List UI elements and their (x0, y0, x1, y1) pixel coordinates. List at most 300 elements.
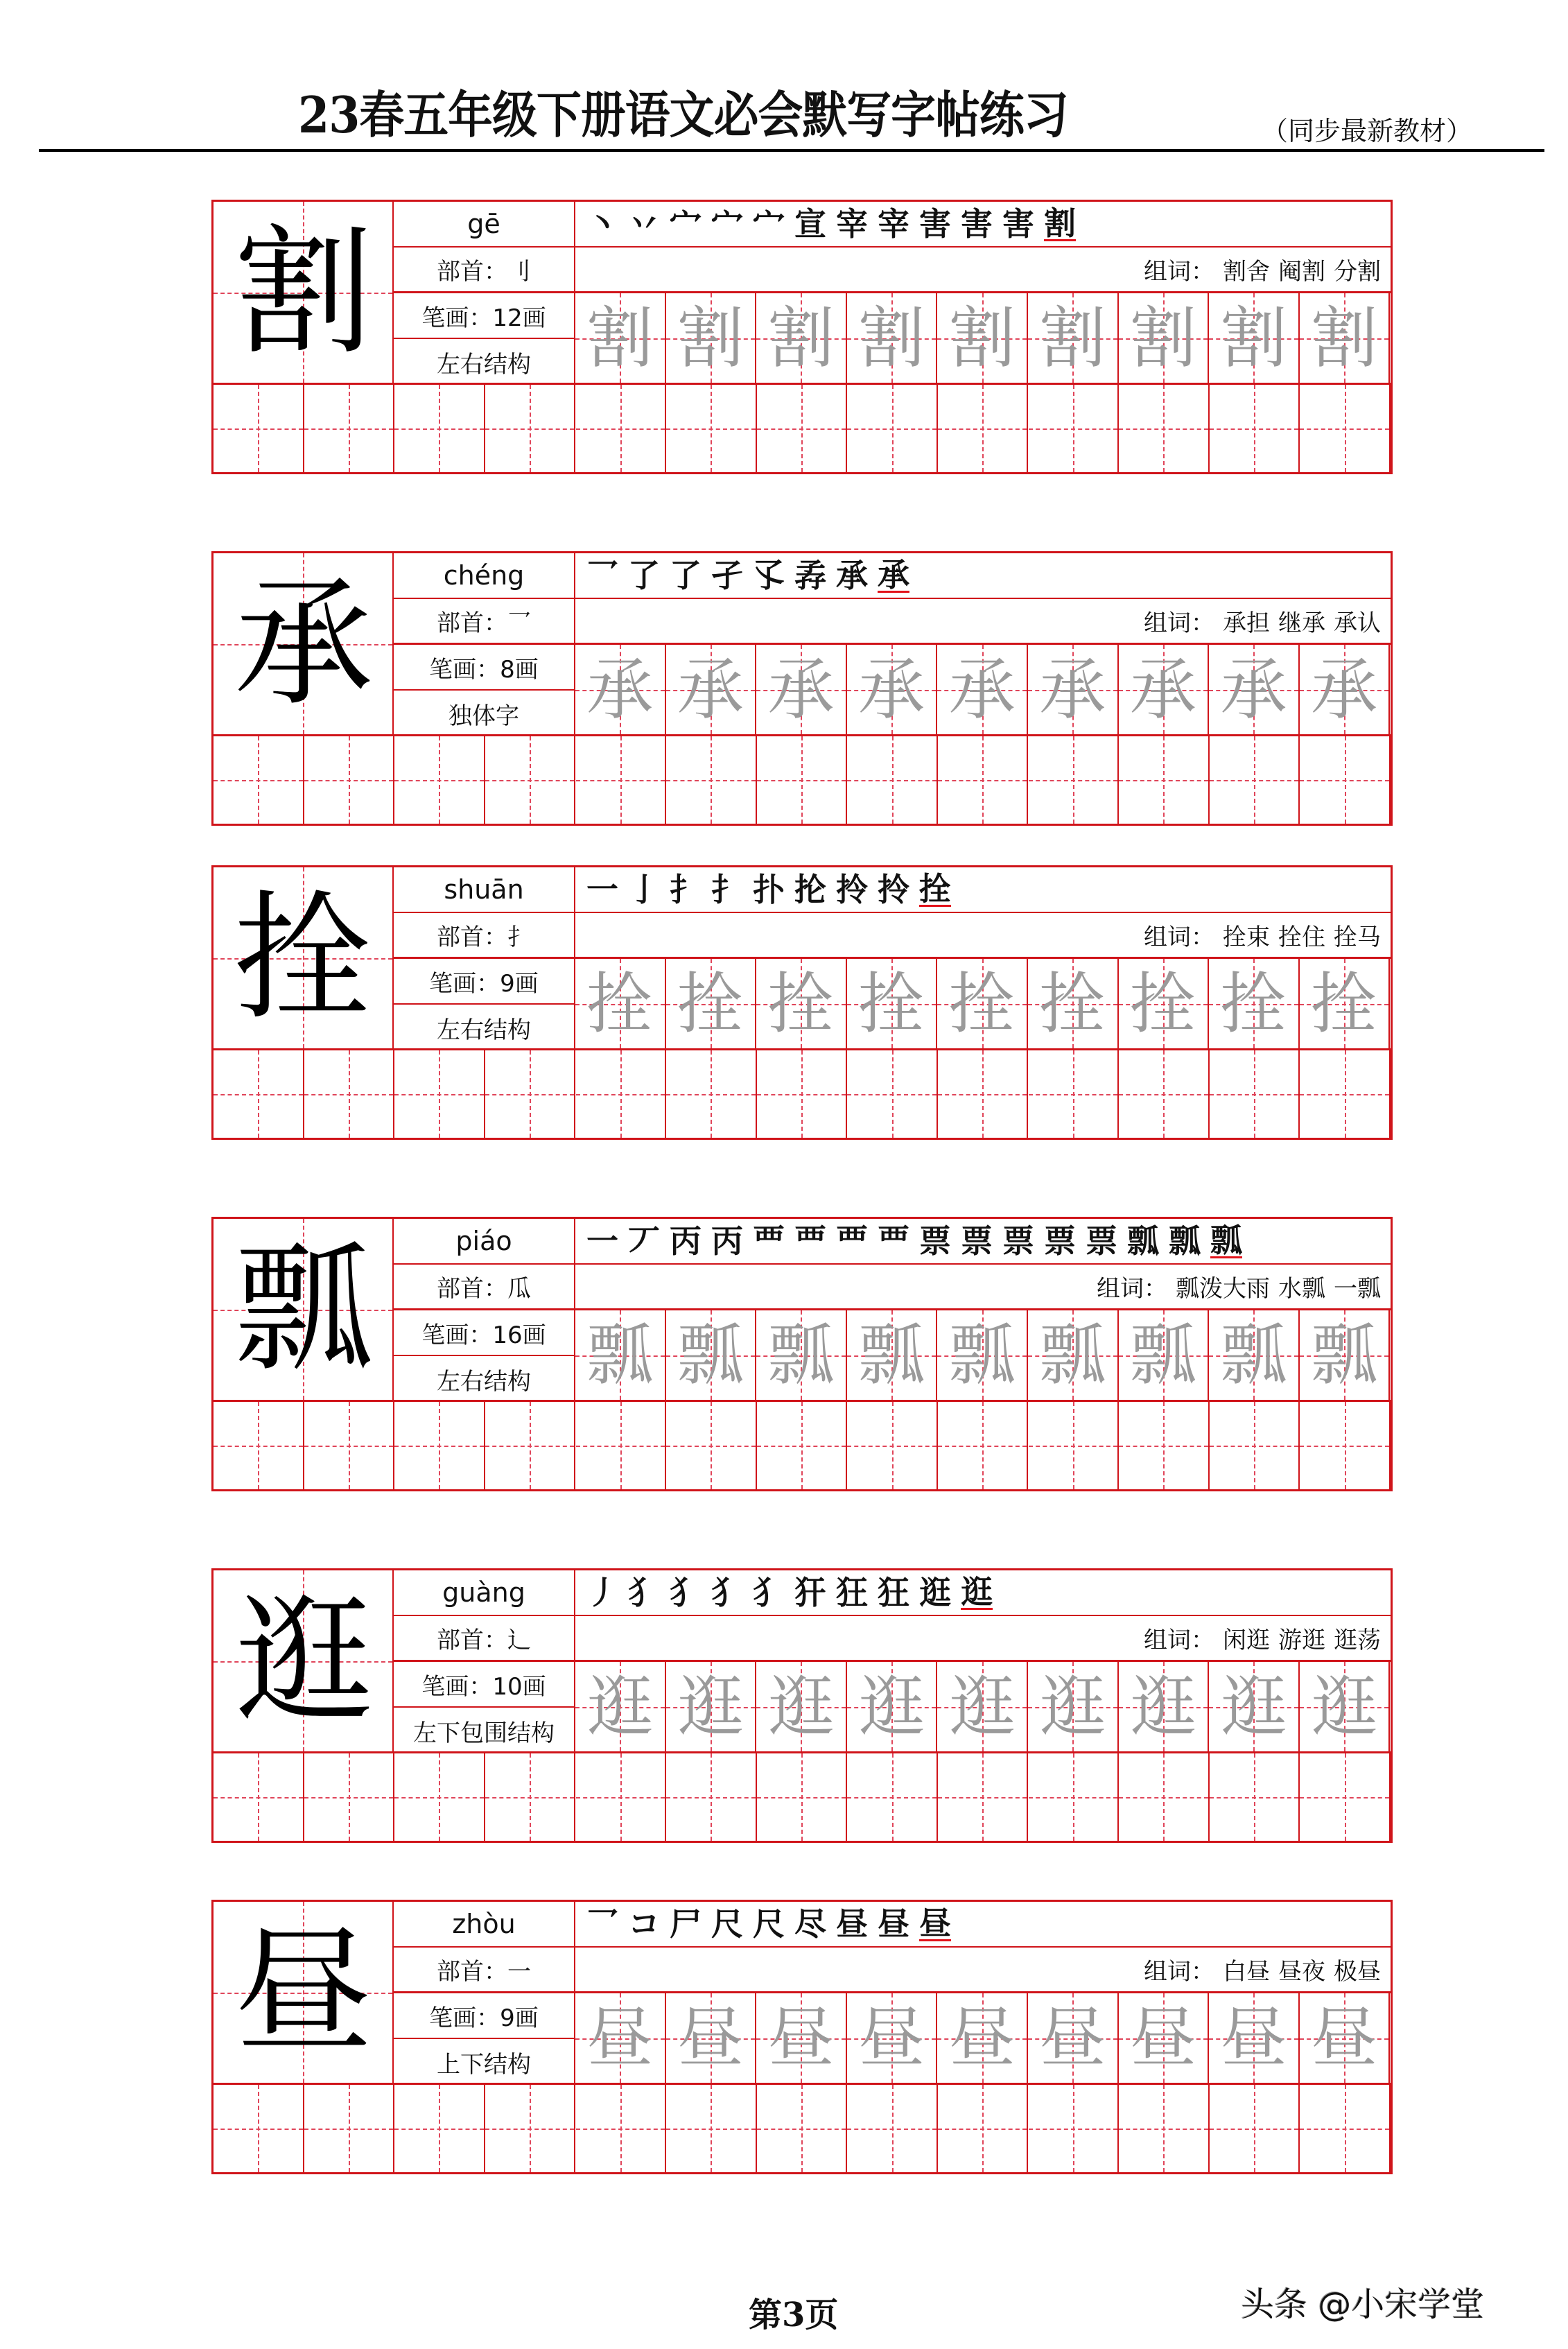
tracing-box[interactable] (847, 645, 938, 734)
stroke-step: 丙 (670, 1222, 702, 1260)
practice-box[interactable] (1119, 1050, 1210, 1138)
tracing-box[interactable] (666, 293, 757, 383)
trace-character: 拴 (677, 964, 744, 1043)
practice-box[interactable] (485, 1402, 576, 1489)
pinyin: zhòu (394, 1902, 574, 1948)
trace-character: 割 (767, 299, 835, 377)
radical-label: 部首： (437, 609, 507, 637)
practice-box[interactable] (1029, 1402, 1120, 1489)
trace-character: 割 (1220, 299, 1287, 377)
character-info (394, 1219, 575, 1402)
tracing-box[interactable] (937, 1310, 1028, 1400)
trace-character: 承 (1220, 650, 1287, 729)
tracing-box[interactable] (1028, 645, 1119, 734)
practice-box[interactable] (1210, 385, 1300, 472)
guide-line (1119, 1797, 1208, 1798)
practice-box[interactable] (304, 1753, 395, 1841)
practice-box[interactable] (576, 2085, 667, 2172)
guide-line (1210, 1446, 1299, 1447)
tracing-box[interactable] (1209, 1662, 1300, 1751)
stroke-step: 昼 (919, 1904, 951, 1942)
page-number: 第3页 (749, 2296, 839, 2334)
tracing-box[interactable] (1028, 1310, 1119, 1400)
guide-line (485, 1094, 575, 1095)
word-example: 极昼 (1334, 1958, 1381, 1986)
character-info (394, 1570, 575, 1753)
tracing-row (575, 959, 1391, 1050)
big-character-cell (214, 202, 394, 385)
practice-box[interactable] (1210, 2085, 1300, 2172)
stroke-count-value: 8画 (500, 655, 539, 684)
tracing-box[interactable] (1119, 1310, 1210, 1400)
practice-box[interactable] (214, 385, 304, 472)
tracing-box[interactable] (1300, 1662, 1391, 1751)
practice-box[interactable] (485, 736, 576, 824)
trace-character: 瓢 (1039, 1316, 1106, 1394)
tracing-box[interactable] (1028, 1662, 1119, 1751)
tracing-box[interactable] (1300, 959, 1391, 1048)
trace-character: 割 (1039, 299, 1106, 377)
stroke-step: 丆 (628, 1222, 660, 1260)
trace-character: 瓢 (948, 1316, 1016, 1394)
practice-box[interactable] (214, 1402, 304, 1489)
tracing-box[interactable] (1209, 645, 1300, 734)
practice-box[interactable] (1300, 1402, 1391, 1489)
practice-box[interactable] (757, 1753, 848, 1841)
practice-box[interactable] (394, 736, 485, 824)
stroke-count (394, 293, 574, 339)
practice-box[interactable] (576, 1402, 667, 1489)
tracing-box[interactable] (756, 959, 847, 1048)
stroke-count (394, 959, 574, 1005)
stroke-count-label: 笔画： (421, 1672, 493, 1701)
tracing-box[interactable] (756, 1993, 847, 2083)
tracing-box[interactable] (1028, 1993, 1119, 2083)
tracing-box[interactable] (575, 1993, 666, 2083)
tracing-box[interactable] (1300, 293, 1391, 383)
practice-box[interactable] (304, 385, 395, 472)
guide-line (485, 428, 575, 430)
practice-box[interactable] (1029, 385, 1120, 472)
tracing-box[interactable] (937, 1662, 1028, 1751)
guide-line (1210, 780, 1299, 781)
guide-line (1029, 780, 1118, 781)
guide-line (1300, 1094, 1389, 1095)
practice-box[interactable] (1210, 1753, 1300, 1841)
big-character-cell (214, 1902, 394, 2085)
word-example: 拴住 (1278, 924, 1325, 951)
practice-box[interactable] (304, 1050, 395, 1138)
stroke-step: 宣 (794, 205, 826, 243)
main-character: 承 (234, 564, 373, 725)
stroke-step: 票 (1086, 1222, 1117, 1260)
tracing-box[interactable] (1300, 1310, 1391, 1400)
practice-box[interactable] (847, 1402, 938, 1489)
practice-box[interactable] (666, 1050, 757, 1138)
stroke-count-value: 10画 (492, 1672, 546, 1701)
practice-box[interactable] (576, 385, 667, 472)
practice-box[interactable] (757, 736, 848, 824)
guide-line (847, 1094, 937, 1095)
practice-box[interactable] (1029, 1050, 1120, 1138)
tracing-box[interactable] (666, 1993, 757, 2083)
guide-line (576, 1094, 665, 1095)
practice-box[interactable] (394, 1402, 485, 1489)
tracing-box[interactable] (847, 1662, 938, 1751)
guide-line (1300, 1446, 1389, 1447)
practice-row (214, 736, 1391, 824)
word-example: 游逛 (1278, 1627, 1325, 1654)
word-example: 水瓢 (1278, 1275, 1325, 1303)
stroke-step: 票 (1044, 1222, 1076, 1260)
practice-box[interactable] (394, 1050, 485, 1138)
practice-box[interactable] (847, 2085, 938, 2172)
trace-character: 拴 (767, 964, 835, 1043)
practice-box[interactable] (1300, 385, 1391, 472)
guide-line (666, 1446, 756, 1447)
practice-box[interactable] (938, 1753, 1029, 1841)
practice-box[interactable] (1119, 736, 1210, 824)
trace-character: 瓢 (767, 1316, 835, 1394)
guide-line (666, 1094, 756, 1095)
stroke-step: 乛 (586, 557, 618, 594)
radical-label: 部首： (437, 1627, 507, 1654)
guide-line (1210, 428, 1299, 430)
tracing-box[interactable] (1300, 1993, 1391, 2083)
tracing-box[interactable] (756, 293, 847, 383)
practice-box[interactable] (304, 1402, 395, 1489)
pinyin: chéng (394, 553, 574, 599)
practice-box[interactable] (847, 1050, 938, 1138)
practice-box[interactable] (1300, 1753, 1391, 1841)
tracing-box[interactable] (1209, 1310, 1300, 1400)
tracing-box[interactable] (1028, 959, 1119, 1048)
word-example: 昼夜 (1278, 1958, 1325, 1986)
stroke-step: 宰 (836, 205, 868, 243)
trace-character: 承 (1039, 650, 1106, 729)
guide-line (304, 780, 394, 781)
tracing-box[interactable] (1209, 959, 1300, 1048)
word-example: 割舍 (1223, 258, 1270, 286)
structure: 独体字 (448, 702, 519, 730)
tracing-box[interactable] (575, 645, 666, 734)
tracing-box[interactable] (1209, 1993, 1300, 2083)
practice-box[interactable] (1029, 736, 1120, 824)
page-title: 23春五年级下册语文必会默写字帖练习 (298, 85, 1068, 144)
trace-character: 昼 (767, 1999, 835, 2077)
practice-box[interactable] (938, 385, 1029, 472)
stroke-step: 了 (670, 557, 702, 594)
radical (394, 599, 574, 645)
pinyin: guàng (394, 1570, 574, 1616)
guide-line (214, 1094, 303, 1095)
stroke-count-value: 9画 (500, 969, 539, 998)
guide-line (304, 428, 394, 430)
practice-box[interactable] (938, 2085, 1029, 2172)
practice-box[interactable] (214, 1050, 304, 1138)
practice-box[interactable] (1119, 385, 1210, 472)
trace-character: 拴 (586, 964, 654, 1043)
tracing-box[interactable] (575, 1310, 666, 1400)
practice-box[interactable] (1210, 1402, 1300, 1489)
tracing-box[interactable] (1119, 1993, 1210, 2083)
tracing-box[interactable] (937, 1993, 1028, 2083)
tracing-box[interactable] (756, 1310, 847, 1400)
character-info (394, 867, 575, 1050)
tracing-box[interactable] (575, 959, 666, 1048)
word-examples (575, 1265, 1391, 1310)
trace-character: 瓢 (1311, 1316, 1378, 1394)
trace-character: 承 (1129, 650, 1196, 729)
practice-box[interactable] (1119, 1402, 1210, 1489)
practice-box[interactable] (576, 1753, 667, 1841)
word-example: 阉割 (1278, 258, 1325, 286)
practice-box[interactable] (1300, 736, 1391, 824)
tracing-box[interactable] (1119, 645, 1210, 734)
trace-character: 昼 (1311, 1999, 1378, 2077)
trace-character: 昼 (858, 1999, 925, 2077)
watermark: 头条 @小宋学堂 (1241, 2285, 1485, 2324)
practice-box[interactable] (938, 736, 1029, 824)
stroke-step: 亅 (628, 871, 660, 908)
character-info (394, 202, 575, 385)
trace-character: 承 (1311, 650, 1378, 729)
practice-box[interactable] (938, 1050, 1029, 1138)
trace-character: 承 (677, 650, 744, 729)
radical (394, 1948, 574, 1993)
practice-box[interactable] (757, 1050, 848, 1138)
character-block (211, 1217, 1393, 1491)
main-character: 拴 (234, 878, 373, 1039)
tracing-row (575, 1993, 1391, 2085)
stroke-step: 昼 (878, 1905, 909, 1943)
tracing-box[interactable] (937, 645, 1028, 734)
tracing-row (575, 1310, 1391, 1402)
practice-box[interactable] (1210, 1050, 1300, 1138)
practice-box[interactable] (214, 2085, 304, 2172)
stroke-step: 犭 (628, 1574, 660, 1611)
guide-line (576, 1446, 665, 1447)
guide-line (1119, 780, 1208, 781)
tracing-box[interactable] (1028, 293, 1119, 383)
guide-line (1119, 1446, 1208, 1447)
tracing-box[interactable] (1119, 293, 1210, 383)
character-info (394, 1902, 575, 2085)
stroke-step: 扌 (711, 871, 743, 908)
tracing-box[interactable] (847, 959, 938, 1048)
practice-box[interactable] (666, 385, 757, 472)
tracing-row (575, 1662, 1391, 1753)
word-examples (575, 248, 1391, 293)
practice-box[interactable] (666, 1402, 757, 1489)
word-examples (575, 1948, 1391, 1993)
word-example: 承担 (1223, 609, 1270, 637)
tracing-box[interactable] (1119, 1662, 1210, 1751)
practice-box[interactable] (485, 1753, 576, 1841)
stroke-count-label: 笔画： (429, 969, 500, 998)
stroke-count-value: 12画 (492, 304, 546, 332)
page-subtitle: （同步最新教材） (1262, 116, 1473, 146)
practice-box[interactable] (576, 1050, 667, 1138)
guide-line (757, 428, 846, 430)
stroke-order (575, 867, 1391, 913)
tracing-box[interactable] (666, 1662, 757, 1751)
trace-character: 瓢 (586, 1316, 654, 1394)
tracing-box[interactable] (847, 1310, 938, 1400)
practice-box[interactable] (214, 736, 304, 824)
trace-character: 逛 (767, 1667, 835, 1746)
guide-line (1300, 428, 1389, 430)
practice-box[interactable] (938, 1402, 1029, 1489)
tracing-box[interactable] (666, 645, 757, 734)
tracing-box[interactable] (666, 1310, 757, 1400)
guide-line (666, 2129, 756, 2130)
guide-line (847, 1446, 937, 1447)
trace-character: 割 (677, 299, 744, 377)
tracing-box[interactable] (575, 1662, 666, 1751)
guide-line (757, 780, 846, 781)
practice-box[interactable] (485, 1050, 576, 1138)
stroke-step: 孑 (711, 557, 743, 594)
stroke-count-value: 9画 (500, 2004, 539, 2032)
word-example: 一瓢 (1334, 1275, 1381, 1303)
tracing-box[interactable] (1119, 959, 1210, 1048)
radical (394, 1616, 574, 1662)
guide-line (394, 780, 484, 781)
stroke-order (575, 1902, 1391, 1948)
main-character: 瓢 (234, 1229, 373, 1391)
practice-box[interactable] (666, 736, 757, 824)
practice-box[interactable] (757, 385, 848, 472)
trace-character: 逛 (677, 1667, 744, 1746)
words-label: 组词： (1144, 924, 1214, 951)
word-example: 继承 (1278, 609, 1325, 637)
radical-label: 部首： (437, 924, 507, 951)
trace-character: 逛 (948, 1667, 1016, 1746)
big-character-cell (214, 553, 394, 736)
tracing-box[interactable] (575, 293, 666, 383)
practice-box[interactable] (1300, 2085, 1391, 2172)
tracing-box[interactable] (937, 959, 1028, 1048)
practice-box[interactable] (1300, 1050, 1391, 1138)
pinyin: piáo (394, 1219, 574, 1265)
practice-box[interactable] (847, 1753, 938, 1841)
tracing-box[interactable] (756, 1662, 847, 1751)
guide-line (938, 428, 1027, 430)
guide-line (757, 1797, 846, 1798)
stroke-count (394, 1310, 574, 1356)
radical-value: 一 (507, 1958, 531, 1986)
practice-box[interactable] (757, 2085, 848, 2172)
practice-box[interactable] (304, 2085, 395, 2172)
guide-line (666, 428, 756, 430)
practice-box[interactable] (666, 1753, 757, 1841)
guide-line (847, 2129, 937, 2130)
guide-line (938, 1797, 1027, 1798)
main-character: 昼 (234, 1912, 373, 2074)
tracing-box[interactable] (666, 959, 757, 1048)
practice-box[interactable] (1029, 1753, 1120, 1841)
trace-character: 昼 (1220, 1999, 1287, 2077)
practice-box[interactable] (1119, 1753, 1210, 1841)
character-block (211, 551, 1393, 826)
big-character-cell (214, 1219, 394, 1402)
stroke-step: 丷 (628, 205, 660, 243)
tracing-box[interactable] (937, 293, 1028, 383)
word-example: 白昼 (1223, 1958, 1270, 1986)
tracing-box[interactable] (756, 645, 847, 734)
stroke-count (394, 645, 574, 691)
stroke-step: 票 (1002, 1222, 1034, 1260)
practice-box[interactable] (394, 385, 485, 472)
trace-character: 逛 (1311, 1667, 1378, 1746)
trace-character: 割 (1311, 299, 1378, 377)
guide-line (1300, 780, 1389, 781)
practice-box[interactable] (214, 1753, 304, 1841)
tracing-box[interactable] (847, 1993, 938, 2083)
main-character: 割 (234, 212, 373, 374)
guide-line (1029, 1094, 1118, 1095)
trace-character: 昼 (677, 1999, 744, 2077)
practice-box[interactable] (666, 2085, 757, 2172)
guide-line (1300, 1797, 1389, 1798)
stroke-step: 害 (1002, 205, 1034, 243)
character-block (211, 1568, 1393, 1843)
stroke-step: 狂 (836, 1574, 868, 1611)
guide-line (576, 1797, 665, 1798)
guide-line (214, 1446, 303, 1447)
practice-box[interactable] (1210, 736, 1300, 824)
practice-row (214, 1753, 1391, 1841)
word-examples (575, 1616, 1391, 1662)
practice-box[interactable] (304, 736, 395, 824)
word-examples (575, 599, 1391, 645)
words-label: 组词： (1144, 258, 1214, 286)
guide-line (938, 1446, 1027, 1447)
radical-value: 刂 (507, 258, 531, 286)
stroke-step: 害 (919, 205, 951, 243)
guide-line (1210, 1094, 1299, 1095)
guide-line (1029, 1797, 1118, 1798)
trace-character: 拴 (1220, 964, 1287, 1043)
practice-box[interactable] (394, 1753, 485, 1841)
practice-box[interactable] (485, 2085, 576, 2172)
practice-box[interactable] (847, 736, 938, 824)
stroke-step: 拴 (919, 869, 951, 908)
practice-box[interactable] (757, 1402, 848, 1489)
word-examples (575, 913, 1391, 959)
stroke-step: 瓢 (1127, 1222, 1159, 1260)
practice-box[interactable] (1119, 2085, 1210, 2172)
tracing-box[interactable] (847, 293, 938, 383)
tracing-box[interactable] (1300, 645, 1391, 734)
stroke-step: 拎 (836, 871, 868, 908)
practice-box[interactable] (1029, 2085, 1120, 2172)
practice-box[interactable] (576, 736, 667, 824)
tracing-box[interactable] (1209, 293, 1300, 383)
stroke-order (575, 1570, 1391, 1616)
stroke-step: 承 (878, 555, 909, 593)
practice-box[interactable] (394, 2085, 485, 2172)
trace-character: 割 (586, 299, 654, 377)
pinyin: shuān (394, 867, 574, 913)
trace-character: 拴 (1039, 964, 1106, 1043)
trace-character: 逛 (586, 1667, 654, 1746)
stroke-step: 丙 (711, 1222, 743, 1260)
practice-box[interactable] (847, 385, 938, 472)
stroke-step: 逛 (961, 1572, 993, 1611)
practice-box[interactable] (485, 385, 576, 472)
